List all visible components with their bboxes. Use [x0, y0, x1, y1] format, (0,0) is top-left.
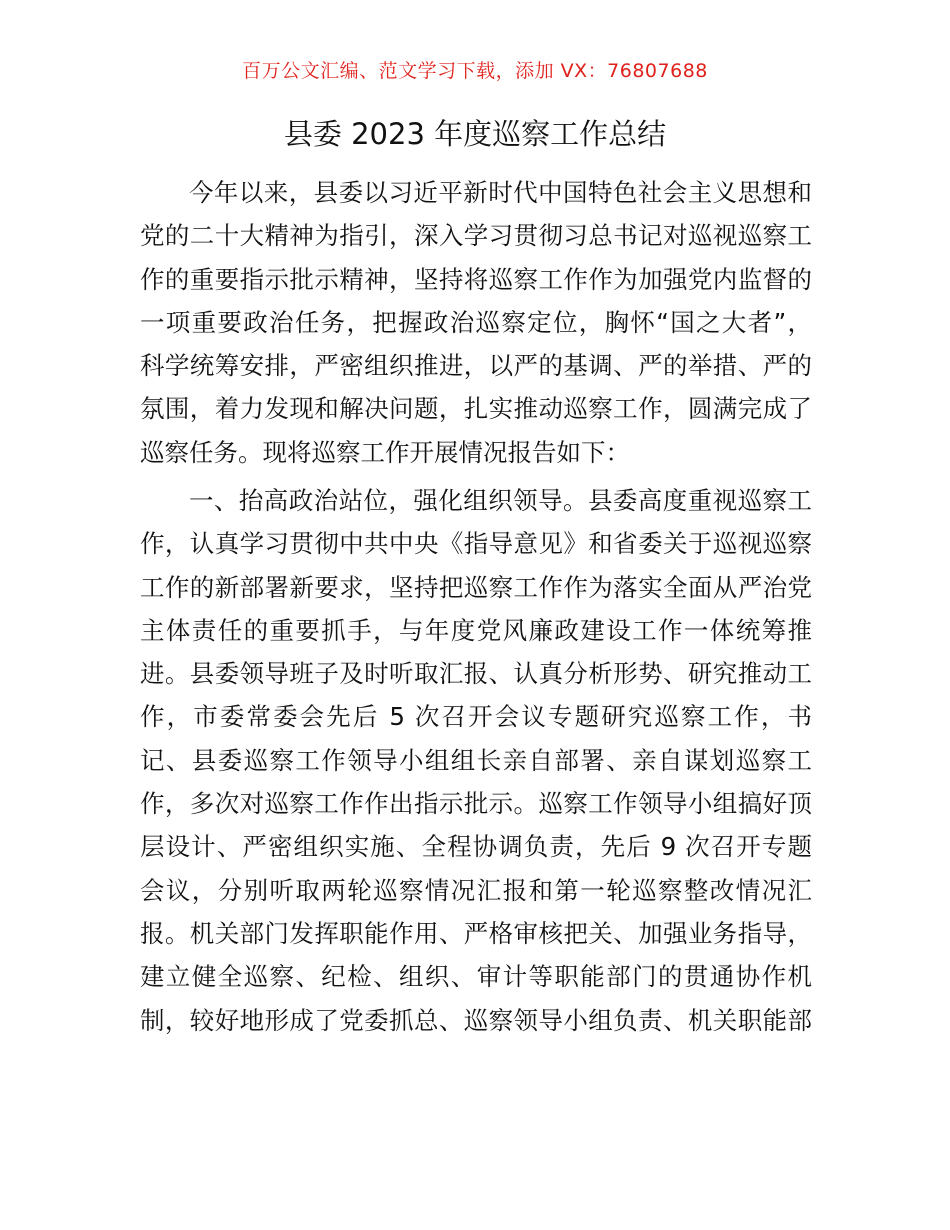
document-title: 县委 2023 年度巡察工作总结 — [283, 117, 667, 151]
paragraph-line: 进。县委领导班子及时听取汇报、认真分析形势、研究推动工 — [140, 659, 812, 689]
paragraph-line: 作，市委常委会先后 5 次召开会议专题研究巡察工作，书 — [140, 702, 812, 732]
paragraph-line: 党的二十大精神为指引，深入学习贯彻习总书记对巡视巡察工 — [140, 221, 812, 251]
paragraph-line: 制，较好地形成了党委抓总、巡察领导小组负责、机关职能部 — [140, 1005, 812, 1035]
paragraph-line: 建立健全巡察、纪检、组织、审计等职能部门的贯通协作机 — [140, 962, 812, 992]
paragraph-line: 主体责任的重要抓手，与年度党风廉政建设工作一体统筹推 — [140, 615, 812, 645]
paragraph-line: 层设计、严密组织实施、全程协调负责，先后 9 次召开专题 — [140, 832, 812, 862]
paragraph-line: 巡察任务。现将巡察工作开展情况报告如下： — [140, 437, 630, 467]
paragraph-line: 作，多次对巡察工作作出指示批示。巡察工作领导小组搞好顶 — [140, 789, 812, 819]
paragraph-line: 科学统筹安排，严密组织推进，以严的基调、严的举措、严的 — [140, 351, 812, 381]
paragraph-line: 一、抬高政治站位，强化组织领导。县委高度重视巡察工 — [189, 486, 812, 515]
paragraph-line: 一项重要政治任务，把握政治巡察定位，胸怀“国之大者”， — [140, 307, 812, 337]
paragraph-line: 作，认真学习贯彻中共中央《指导意见》和省委关于巡视巡察 — [140, 529, 812, 559]
paragraph-line: 报。机关部门发挥职能作用、严格审核把关、加强业务指导， — [140, 918, 812, 948]
paragraph-section-one — [140, 479, 812, 1042]
paragraph-line: 作的重要指示批示精神，坚持将巡察工作作为加强党内监督的 — [140, 264, 812, 294]
paragraph-line: 记、县委巡察工作领导小组组长亲自部署、亲自谋划巡察工 — [140, 745, 812, 775]
paragraph-line: 会议，分别听取两轮巡察情况汇报和第一轮巡察整改情况汇 — [140, 875, 812, 905]
paragraph-line: 今年以来，县委以习近平新时代中国特色社会主义思想和 — [189, 178, 812, 207]
paragraph-line: 工作的新部署新要求，坚持把巡察工作作为落实全面从严治党 — [140, 572, 812, 602]
header-watermark: 百万公文汇编、范文学习下载，添加 VX：76807688 — [242, 60, 708, 82]
paragraph-intro — [140, 171, 812, 474]
paragraph-line: 氛围，着力发现和解决问题，扎实推动巡察工作，圆满完成了 — [140, 394, 812, 424]
